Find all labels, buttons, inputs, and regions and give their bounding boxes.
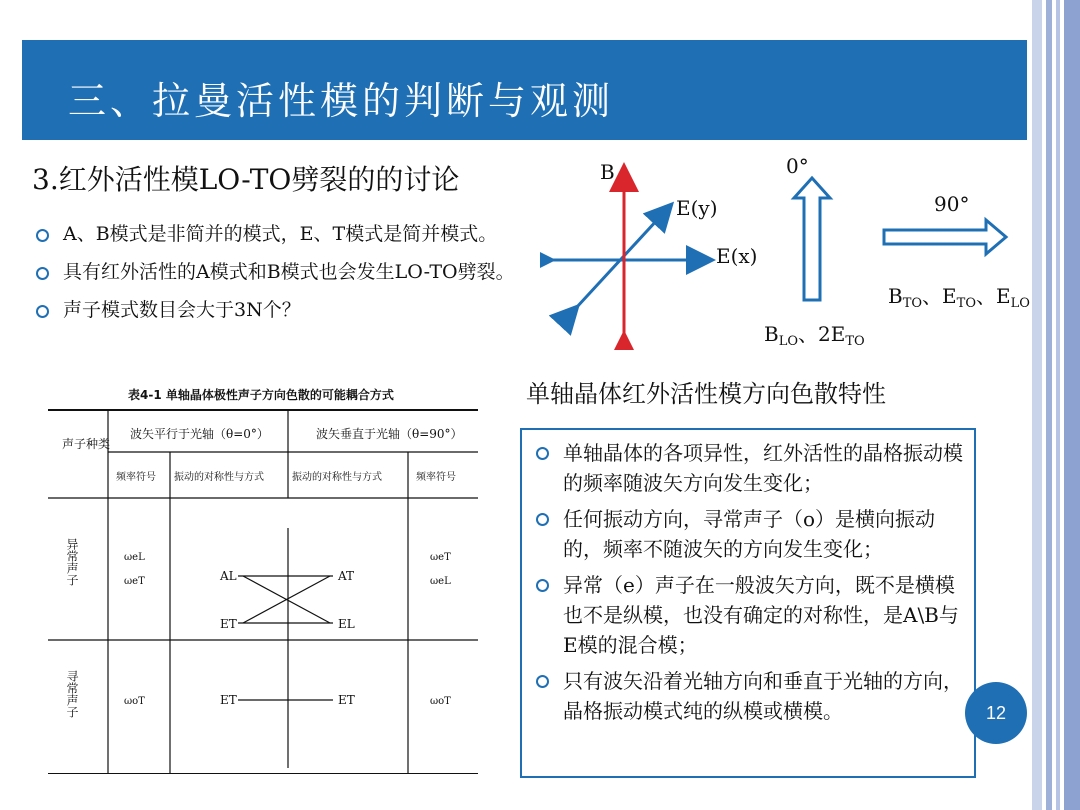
list-item: 异常（e）声子在一般波矢方向，既不是横模也不是纵模，也没有确定的对称性，是A\B与E模的混合模； — [536, 570, 964, 660]
label-at: AT — [338, 569, 355, 583]
left-bullet-list — [36, 220, 536, 334]
bullet-icon — [536, 579, 549, 592]
header-sym-right: 振动的对称性与方式 — [292, 472, 382, 483]
to-modes-label: $B_{TO}$、$E_{TO}$、$E_{LO}$ — [888, 284, 1030, 311]
right-arrow-shape — [884, 220, 1006, 254]
list-item: 声子模式数目会大于3N个？ — [36, 296, 536, 324]
label-el: EL — [338, 617, 355, 631]
list-item: 任何振动方向，寻常声子（o）是横向振动的，频率不随波矢的方向发生变化； — [536, 504, 964, 564]
bullet-icon — [36, 267, 49, 280]
list-item: 具有红外活性的A模式和B模式也会发生LO-TO劈裂。 — [36, 258, 536, 286]
row-ordinary: 寻常声子 — [65, 670, 79, 718]
header-sym-left: 振动的对称性与方式 — [174, 472, 264, 483]
bullet-icon — [36, 229, 49, 242]
label-al: AL — [220, 569, 237, 583]
bullet-icon — [536, 675, 549, 688]
bullet-icon — [536, 513, 549, 526]
dispersion-notes-box — [520, 428, 976, 778]
bullet-icon — [36, 305, 49, 318]
cell-e-right-0: ωeT — [430, 552, 451, 563]
ey-axis-label: E(y) — [676, 196, 718, 220]
header-phonon-type: 声子种类 — [62, 437, 111, 451]
cell-e-left-0: ωeL — [124, 552, 145, 563]
lo-modes-label: $B_{LO}$、$2E_{TO}$ — [764, 322, 865, 349]
list-item: A、B模式是非简并的模式，E、T模式是简并模式。 — [36, 220, 536, 248]
ninety-degree-label: 90° — [934, 192, 970, 216]
cell-e-left-1: ωeT — [124, 576, 145, 587]
zero-degree-label: 0° — [786, 154, 809, 178]
phonon-table-svg — [48, 408, 478, 774]
table-caption: 表4-1 单轴晶体极性声子方向色散的可能耦合方式 — [128, 388, 394, 402]
list-item: 只有波矢沿着光轴方向和垂直于光轴的方向，晶格振动模式纯的纵模或横模。 — [536, 666, 964, 726]
cell-o-left: ωoT — [124, 696, 145, 707]
header-freq-right: 频率符号 — [416, 472, 456, 483]
row-extraordinary: 异常声子 — [65, 538, 79, 586]
cell-o-right: ωoT — [430, 696, 451, 707]
b-axis-label: B — [600, 160, 615, 184]
list-item: 单轴晶体的各项异性，红外活性的晶格振动模的频率随波矢方向发生变化； — [536, 438, 964, 498]
label-et-top: ET — [220, 617, 237, 631]
bullet-icon — [536, 447, 549, 460]
slide-title: 三、拉曼活性模的判断与观测 — [68, 79, 615, 123]
up-arrow-shape — [794, 178, 830, 300]
label-et-left: ET — [220, 693, 237, 707]
decorative-stripes — [1032, 0, 1080, 810]
header-perpendicular: 波矢垂直于光轴（θ=90°） — [316, 427, 463, 441]
right-heading: 单轴晶体红外活性模方向色散特性 — [526, 380, 886, 408]
cell-e-right-1: ωeL — [430, 576, 451, 587]
page-number-badge: 12 — [965, 682, 1027, 744]
header-parallel: 波矢平行于光轴（θ=0°） — [130, 427, 269, 441]
phonon-table — [48, 408, 478, 774]
section-subtitle: 3.红外活性模LO-TO劈裂的的讨论 — [32, 163, 460, 196]
label-et-right: ET — [338, 693, 355, 707]
header-freq-left: 频率符号 — [116, 472, 156, 483]
ex-axis-label: E(x) — [716, 244, 758, 268]
